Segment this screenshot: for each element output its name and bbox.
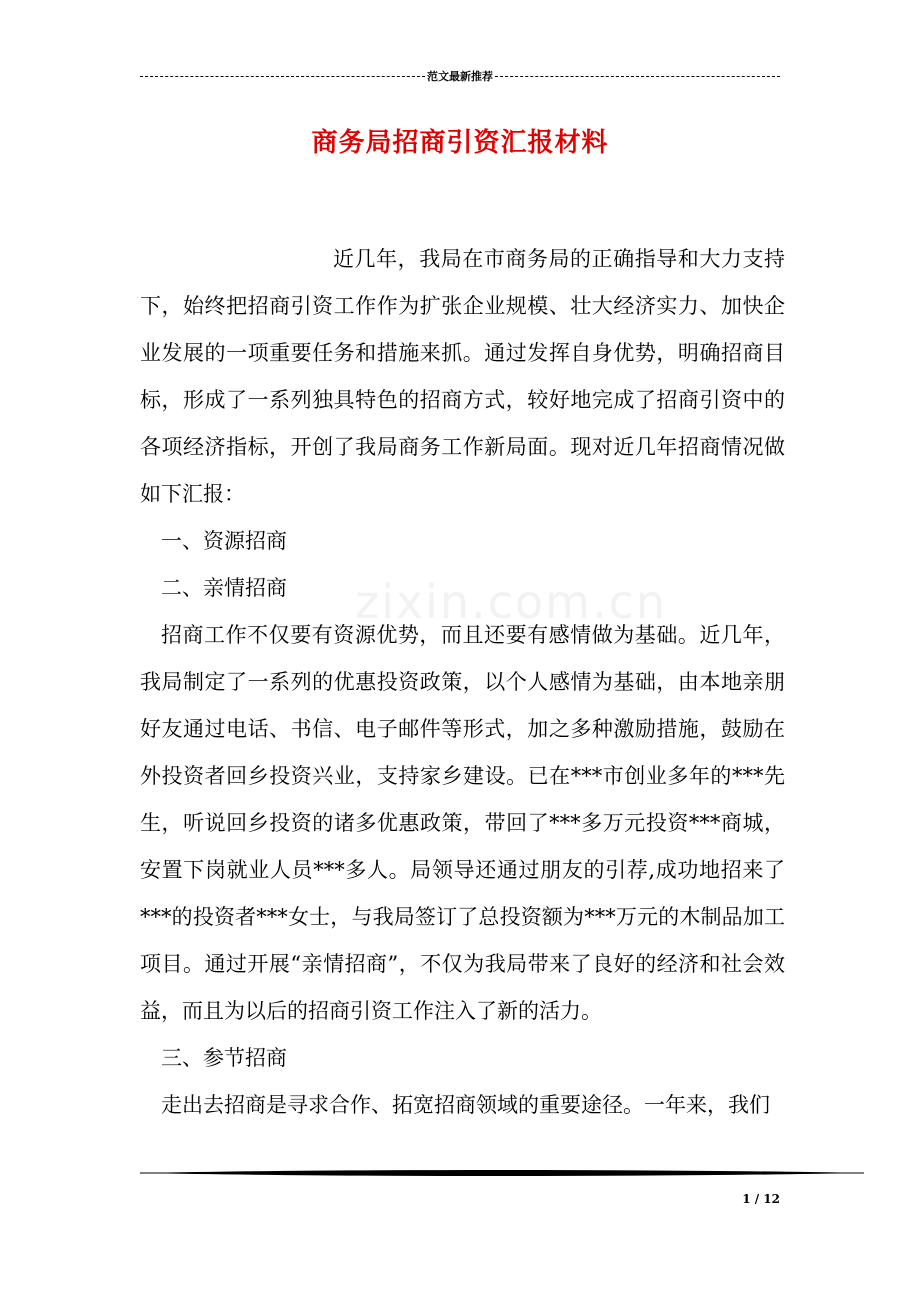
paragraph-fairs: 走出去招商是寻求合作、拓宽招商领域的重要途径。一年来，我们 — [161, 1093, 770, 1117]
document-body — [140, 236, 785, 1129]
paragraph-kinship: 招商工作不仅要有资源优势，而且还要有感情做为基础。近几年，我局制定了一系列的优惠投资政策，以个人感情为基础，由本地亲朋好友通过电话、书信、电子邮件等形式，加之多种激励措施，鼓励在外投资者回乡投资兴业，支持家乡建设。已在***市创业多年的***先生，听说回乡投资的诸多优惠政策，带回了***多万元投资***商城，安置下岗就业人员***多人。局领导还通过朋友的引荐,成功地招来了***的投资者***女士，与我局签订了总投资额为***万元的木制品加工项目。通过开展“亲情招商”，不仅为我局带来了良好的经济和社会效益，而且为以后的招商引资工作注入了新的活力。 — [140, 623, 785, 1023]
section-heading-fairs: 三、参节招商 — [161, 1046, 287, 1070]
page-header — [140, 68, 780, 84]
page-number: 1 / 12 — [742, 1192, 780, 1206]
section-heading-resources: 一、资源招商 — [161, 529, 287, 553]
paragraph-intro: 近几年，我局在市商务局的正确指导和大力支持下，始终把招商引资工作作为扩张企业规模、壮大经济实力、加快企业发展的一项重要任务和措施来抓。通过发挥自身优势，明确招商目标，形成了一系列独具特色的招商方式，较好地完成了招商引资中的各项经济指标，开创了我局商务工作新局面。现对近几年招商情况做如下汇报： — [140, 247, 785, 506]
header-label: 范文最新推荐 — [427, 70, 493, 83]
document-title: 商务局招商引资汇报材料 — [311, 128, 609, 158]
watermark: zixin.com.cn — [355, 575, 668, 629]
header-dash-right — [495, 76, 780, 77]
header-dash-left — [140, 76, 425, 77]
section-heading-kinship: 二、亲情招商 — [161, 576, 287, 600]
footer-rule — [140, 1166, 864, 1180]
